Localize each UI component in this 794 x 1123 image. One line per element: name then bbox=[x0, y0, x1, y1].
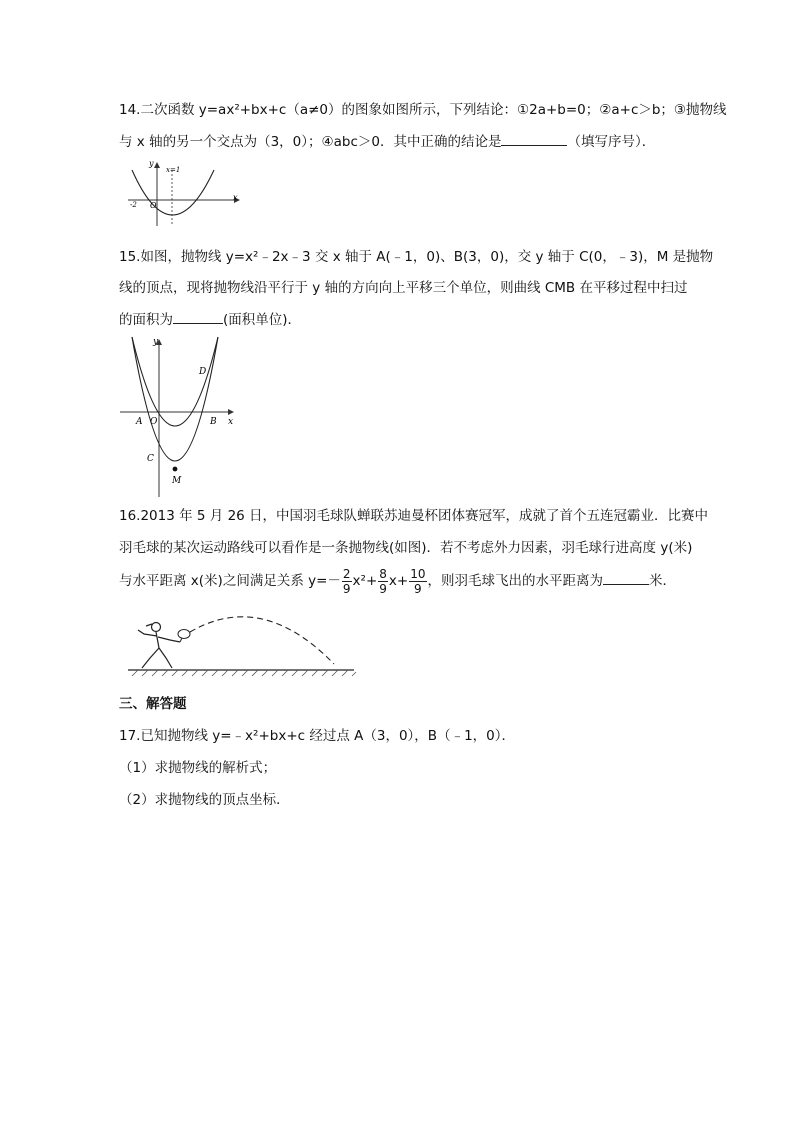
q17-line1: 17.已知抛物线 y=﹣x²+bx+c 经过点 A（3，0），B（﹣1，0）． bbox=[119, 728, 516, 744]
q15-point-c-label: C bbox=[147, 454, 154, 464]
q14-line1: 14.二次函数 y=ax²+bx+c（a≠0）的图象如图所示，下列结论：①2a+b=0；②a+c＞b；③抛物线 bbox=[119, 102, 727, 118]
q15-shifted-parabola bbox=[132, 337, 218, 426]
q15-origin-label: O bbox=[150, 417, 158, 427]
q15-answer-blank[interactable] bbox=[173, 311, 223, 324]
q16-term-x: x+ bbox=[388, 573, 409, 589]
q15-line2: 线的顶点，现将抛物线沿平行于 y 轴的方向向上平移三个单位，则曲线 CMB 在平移过程中扫过 bbox=[119, 280, 688, 296]
q16-fraction-1-numerator: 2 bbox=[342, 566, 351, 581]
q16-racket-handle bbox=[180, 638, 182, 642]
q14-line2 bbox=[119, 133, 655, 151]
q16-shuttlecock-path bbox=[190, 617, 334, 664]
q15-parabola-figure bbox=[118, 335, 240, 500]
q16-term-x2: x²+ bbox=[352, 573, 378, 589]
q15-line3-text: 的面积为 bbox=[119, 312, 173, 328]
q15-original-parabola bbox=[132, 337, 218, 461]
q15-point-b-label: B bbox=[210, 417, 217, 427]
q15-x-arrow bbox=[228, 409, 234, 415]
q16-line3-tail: 米． bbox=[649, 573, 676, 589]
q15-point-d-label: D bbox=[199, 367, 207, 377]
q16-fraction-3 bbox=[409, 567, 426, 596]
q16-fraction-1 bbox=[342, 567, 352, 596]
q14-line2-tail: （填写序号）． bbox=[567, 134, 656, 150]
section-3-heading: 三、解答题 bbox=[119, 696, 187, 712]
q14-parabola-figure bbox=[124, 160, 244, 230]
q17-part1: （1）求抛物线的解析式； bbox=[119, 760, 277, 776]
q14-x-label: x bbox=[233, 193, 238, 202]
q16-line3-mid: ，则羽毛球飞出的水平距离为 bbox=[427, 573, 603, 589]
q15-point-m-label: M bbox=[172, 476, 182, 486]
q14-y-arrow bbox=[154, 162, 160, 168]
q15-point-a-label: A bbox=[136, 417, 143, 427]
q14-y-label: y bbox=[149, 160, 154, 168]
q16-fraction-2-numerator: 8 bbox=[379, 566, 387, 581]
q16-badminton-figure bbox=[126, 612, 358, 680]
q16-fraction-3-numerator: 10 bbox=[410, 566, 426, 581]
q14-answer-blank[interactable] bbox=[501, 133, 567, 146]
q15-y-label: y bbox=[153, 337, 159, 347]
q16-line1: 16.2013 年 5 月 26 日，中国羽毛球队蝉联苏迪曼杯团体赛冠军，成就了首个五连冠霸业．比赛中 bbox=[119, 508, 709, 524]
q16-fraction-2 bbox=[378, 567, 388, 596]
q15-line3 bbox=[119, 311, 301, 329]
q16-line3-text: 与水平距离 x(米)之间满足关系 y=－ bbox=[119, 573, 341, 589]
q15-line1: 15.如图，抛物线 y=x²﹣2x﹣3 交 x 轴于 A(﹣1，0)、B(3，0)，交 y 轴于 C(0，﹣3)，M 是抛物 bbox=[119, 249, 714, 265]
q16-ground-hatching bbox=[132, 670, 356, 676]
q16-racket bbox=[178, 630, 190, 639]
q16-fraction-1-denominator: 9 bbox=[342, 581, 351, 596]
q14-neg2-label: -2 bbox=[130, 201, 137, 209]
q14-parabola bbox=[132, 170, 214, 215]
q16-fraction-3-denominator: 9 bbox=[414, 581, 422, 596]
q14-origin-label: O bbox=[150, 201, 157, 210]
q15-line3-tail: (面积单位)． bbox=[223, 312, 302, 328]
q14-axis-label: x=1 bbox=[166, 166, 181, 174]
q17-part2: （2）求抛物线的顶点坐标． bbox=[119, 792, 290, 808]
q15-vertex-point bbox=[173, 467, 178, 472]
q16-fraction-2-denominator: 9 bbox=[379, 581, 387, 596]
q16-answer-blank[interactable] bbox=[603, 572, 649, 585]
q16-line2: 羽毛球的某次运动路线可以看作是一条抛物线(如图)．若不考虑外力因素，羽毛球行进高度 y(米) bbox=[119, 540, 693, 556]
q16-player-figure bbox=[138, 623, 180, 669]
q14-line2-text: 与 x 轴的另一个交点为（3，0）；④abc＞0．其中正确的结论是 bbox=[119, 134, 502, 150]
q16-line3 bbox=[119, 566, 676, 596]
q15-x-label: x bbox=[228, 417, 234, 427]
